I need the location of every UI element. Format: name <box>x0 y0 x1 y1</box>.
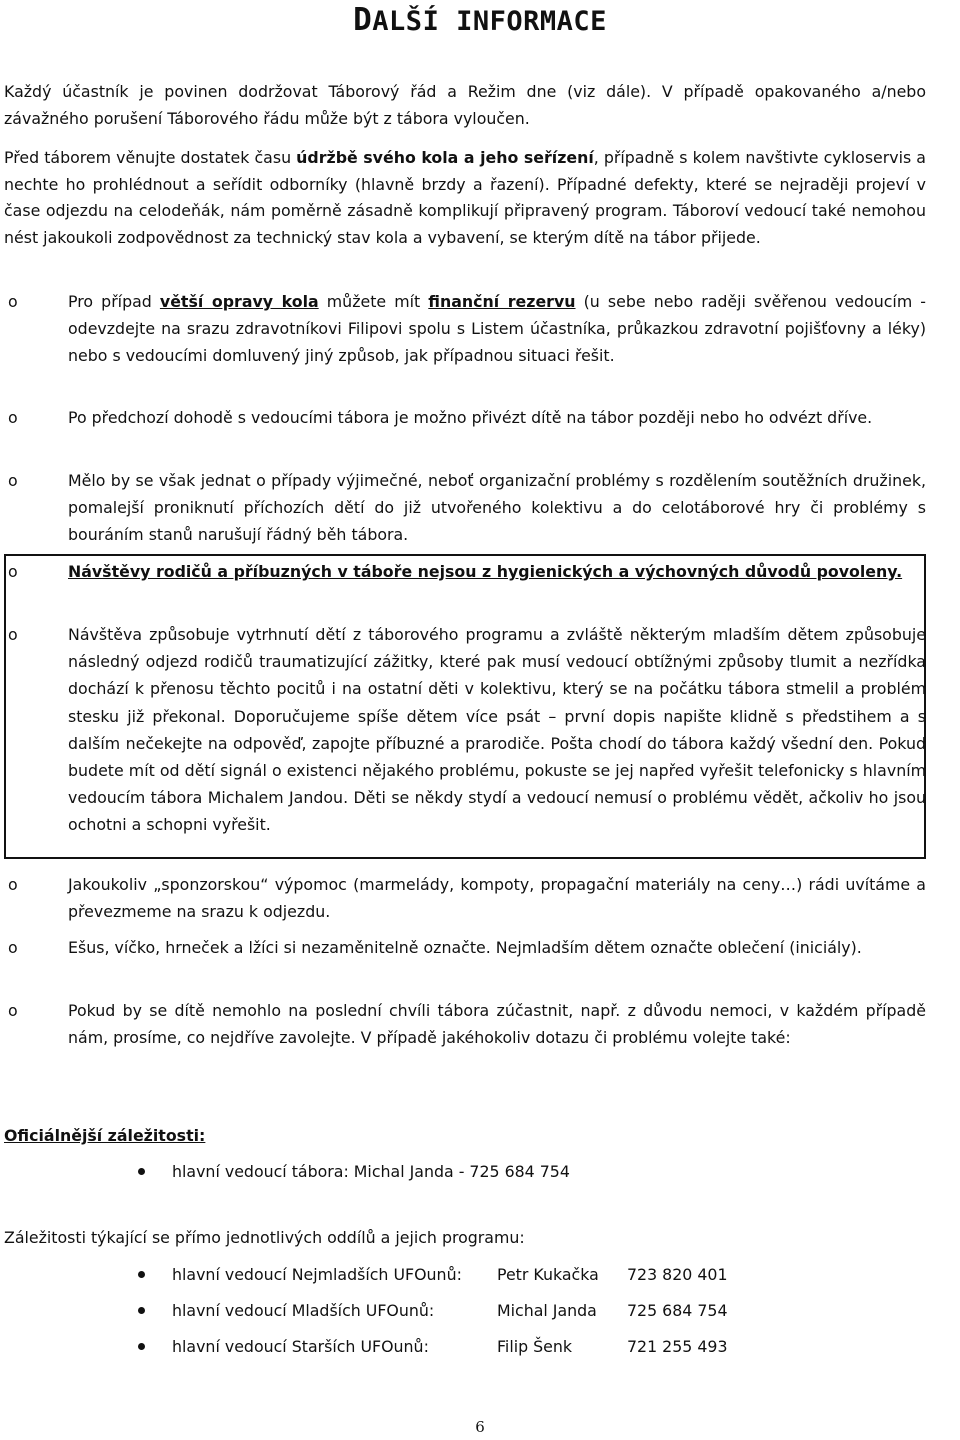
document-page: DALŠÍ INFORMACE Každý účastník je povinen dodržovat Táborový řád a Režim dne (viz dále). V případě opakovaného a/nebo závažného porušení Táborového řádu může být z tábora vyloučen. Před táborem věnujte dostatek času údržbě svého kola a jeho seřízení, případně s kolem navštivte cykloservis a nechte ho prohlédnout a seřídit odborníky (hlavně brzdy a řazení). Případné defekty, které se nejraději projeví v čase odjezdu na celodeňák, nám poměrně zásadně komplikují připravený program. Táboroví vedoucí také nemohou nést jakoukoli zodpovědnost za technický stav kola a vybavení, se kterým dítě na tábor přijede. o Pro případ větší opravy kola můžete mít finanční rezervu (u sebe nebo raději svěřenou vedoucím - odevzdejte na srazu zdravotníkovi Filipovi spolu s Listem účastníka, průkazkou zdravotní pojišťovny a léky) nebo s vedoucími domluvený jiný způsob, jak případnou situaci řešit. o Po předchozí dohodě s vedoucími tábora je možno přivézt dítě na tábor později nebo ho odvézt dříve. o Mělo by se však jednat o případy výjimečné, neboť organizační problémy s rozdělením soutěžních družinek, pomalejší proniknutí příchozích dětí do již utvořeného kolektivu a do celotáborové hry či problémy s bouráním stanů narušují řádný běh tábora. o Návštěvy rodičů a příbuzných v táboře nejsou z hygienických a výchovných důvodů povoleny. o Návštěva způsobuje vytrhnutí dětí z táborového programu a zvláště některým mladším dětem způsobuje následný odjezd rodičů traumatizující zážitky, které pak musí vedoucí obtížnými způsoby tlumit a nezřídka dochází k přenosu těchto pocitů i na ostatní děti v kolektivu, který se na počátku tábora stmelil a problém stesku již překonal. Doporučujeme spíše dětem více psát – první dopis napište klidně s předstihem a s dalším nečekejte na odpověď, zapojte příbuzné a prarodiče. Pošta chodí do tábora každý všední den. Pokud budete mít od dětí signál o existenci nějakého problému, pokuste se jej napřed vyřešit telefonicky s hlavním vedoucím tábora Michalem Jandou. Děti se někdy stydí a vedoucí nemusí o problému vědět, ačkoliv ho jsou ochotni a schopni vyřešit. o Jakoukoliv „sponzorskou“ výpomoc (marmelády, kompoty, propagační materiály na ceny…) rádi uvítáme a převezmeme na srazu k odjezdu. o Ešus, víčko, hrneček a lžíci si nezaměnitelně označte. Nejmladším dětem označte oblečení (iniciály). o Pokud by se dítě nemohlo na poslední chvíli tábora zúčastnit, např. z důvodu nemoci, v každém případě nám, prosíme, co nejdříve zavolejte. V případě jakéhokoliv dotazu či problému volejte také: Oficiálnější záležitosti: hlavní vedoucí tábora: Michal Janda - 725 684 754 Záležitosti týkající se přímo jednotlivých oddílů a jejich programu: hlavní vedoucí Nejmladších UFOunů: Petr Kukačka 723 820 401 hlavní vedoucí Mladších UFOunů: Michal Janda 725 684 754 hlavní vedoucí Starších UFOunů: Filip Šenk 721 255 493 6 <box>0 0 960 1440</box>
page-title: DALŠÍ INFORMACE <box>353 2 607 38</box>
list-item: o Jakoukoliv „sponzorskou“ výpomoc (marmelády, kompoty, propagační materiály na ceny…) rádi uvítáme a převezmeme na srazu k odjezdu. <box>4 871 926 925</box>
list-item: o Po předchozí dohodě s vedoucími tábora je možno přivézt dítě na tábor později nebo ho odvézt dříve. <box>4 404 926 431</box>
bullet-circle-icon: o <box>8 562 18 581</box>
bullet-dot-icon <box>138 1168 145 1175</box>
bullet-dot-icon <box>138 1271 145 1278</box>
bullet-circle-icon: o <box>8 875 18 894</box>
official-heading: Oficiálnější záležitosti: <box>4 1126 206 1145</box>
bullet-circle-icon: o <box>8 471 18 490</box>
bike-paragraph: Před táborem věnujte dostatek času údržbě svého kola a jeho seřízení, případně s kolem navštivte cykloservis a nechte ho prohlédnout a seřídit odborníky (hlavně brzdy a řazení). Případné defekty, které se nejraději projeví v čase odjezdu na celodeňák, nám poměrně zásadně komplikují připravený program. Táboroví vedoucí také nemohou nést jakoukoli zodpovědnost za technický stav kola a vybavení, se kterým dítě na tábor přijede. <box>4 148 926 247</box>
page-number: 6 <box>475 1418 485 1436</box>
groups-heading: Záležitosti týkající se přímo jednotlivých oddílů a jejich programu: <box>4 1228 525 1247</box>
list-item: o Mělo by se však jednat o případy výjimečné, neboť organizační problémy s rozdělením soutěžních družinek, pomalejší proniknutí příchozích dětí do již utvořeného kolektivu a do celotáborové hry či problémy s bouráním stanů narušují řádný běh tábora. <box>4 467 926 549</box>
list-item: o Návštěva způsobuje vytrhnutí dětí z táborového programu a zvláště některým mladším dětem způsobuje následný odjezd rodičů traumatizující zážitky, které pak musí vedoucí obtížnými způsoby tlumit a nezřídka dochází k přenosu těchto pocitů i na ostatní děti v kolektivu, který se na počátku tábora stmelil a problém stesku již překonal. Doporučujeme spíše dětem více psát – první dopis napište klidně s předstihem a s dalším nečekejte na odpověď, zapojte příbuzné a prarodiče. Pošta chodí do tábora každý všední den. Pokud budete mít od dětí signál o existenci nějakého problému, pokuste se jej napřed vyřešit telefonicky s hlavním vedoucím tábora Michalem Jandou. Děti se někdy stydí a vedoucí nemusí o problému vědět, ačkoliv ho jsou ochotni a schopni vyřešit. <box>4 621 926 839</box>
list-item: o Pokud by se dítě nemohlo na poslední chvíli tábora zúčastnit, např. z důvodu nemoci, v každém případě nám, prosíme, co nejdříve zavolejte. V případě jakéhokoliv dotazu či problému volejte také: <box>4 997 926 1051</box>
bullet-dot-icon <box>138 1307 145 1314</box>
bullet-dot-icon <box>138 1343 145 1350</box>
bullet-circle-icon: o <box>8 292 18 311</box>
bullet-circle-icon: o <box>8 625 18 644</box>
bullet-circle-icon: o <box>8 1001 18 1020</box>
bullet-circle-icon: o <box>8 938 18 957</box>
intro-paragraph: Každý účastník je povinen dodržovat Táborový řád a Režim dne (viz dále). V případě opakovaného a/nebo závažného porušení Táborového řádu může být z tábora vyloučen. <box>4 82 926 128</box>
list-item: o Návštěvy rodičů a příbuzných v táboře nejsou z hygienických a výchovných důvodů povoleny. <box>4 558 926 585</box>
list-item: o Ešus, víčko, hrneček a lžíci si nezaměnitelně označte. Nejmladším dětem označte oblečení (iniciály). <box>4 934 926 961</box>
bullet-circle-icon: o <box>8 408 18 427</box>
list-item: o Pro případ větší opravy kola můžete mít finanční rezervu (u sebe nebo raději svěřenou vedoucím - odevzdejte na srazu zdravotníkovi Filipovi spolu s Listem účastníka, průkazkou zdravotní pojišťovny a léky) nebo s vedoucími domluvený jiný způsob, jak případnou situaci řešit. <box>4 288 926 370</box>
